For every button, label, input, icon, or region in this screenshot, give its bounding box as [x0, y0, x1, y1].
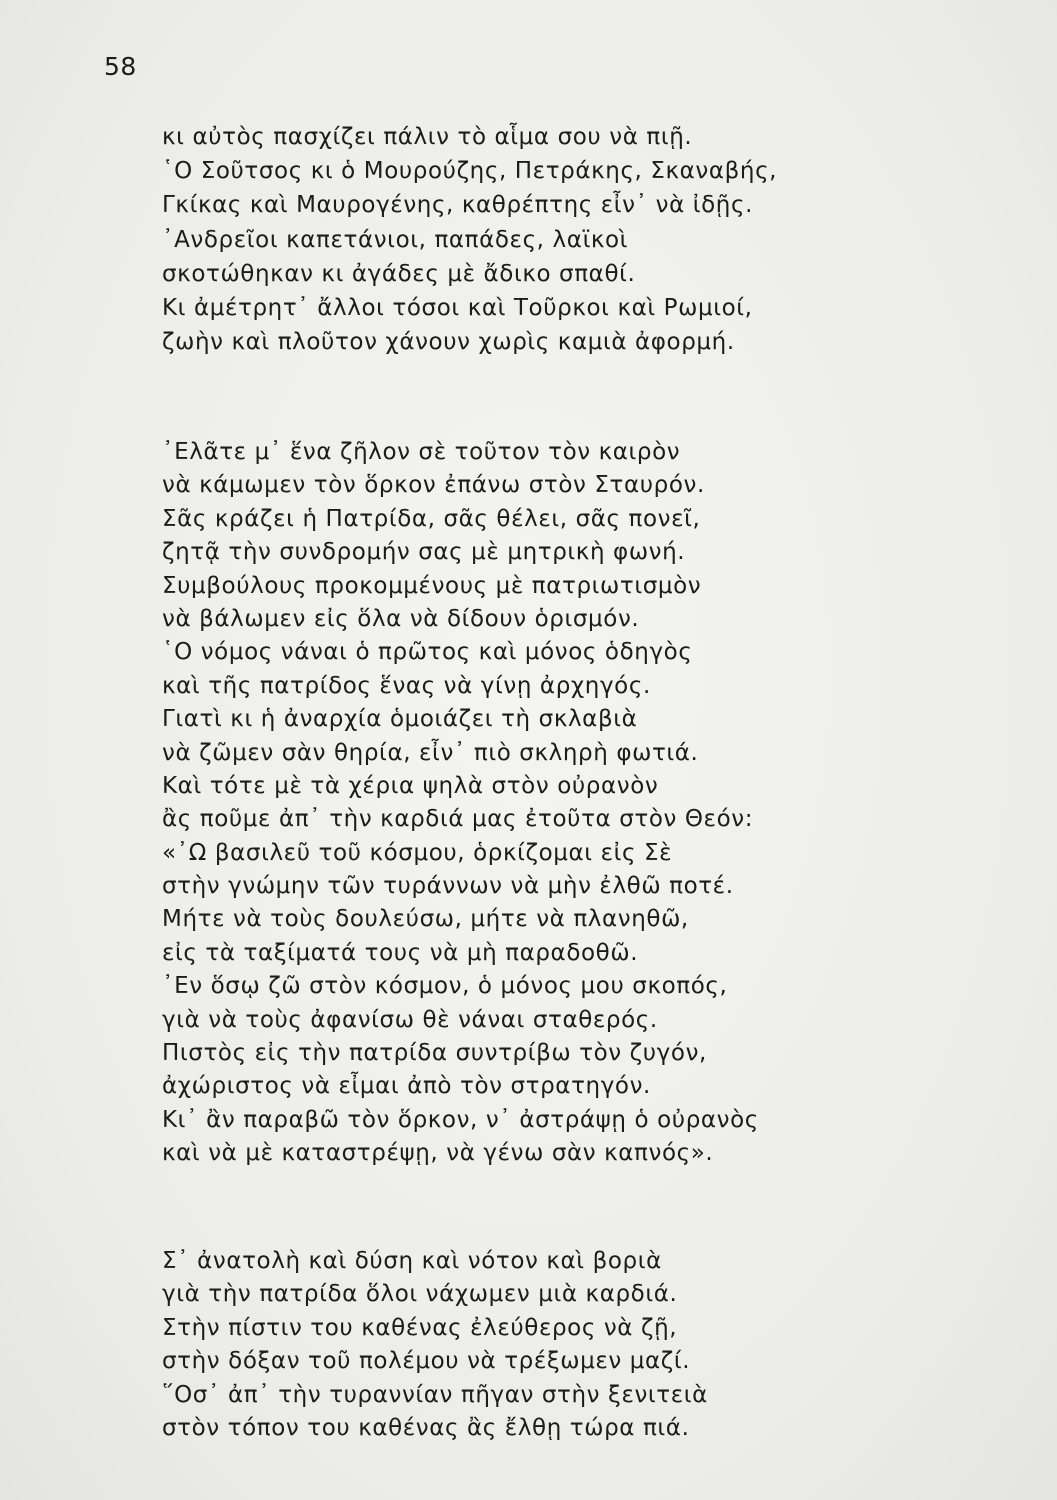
verse-line: Μήτε νὰ τοὺς δουλεύσω, μήτε νὰ πλανηθῶ,: [162, 906, 689, 933]
verse-line: στὸν τόπον του καθένας ἂς ἔλθῃ τώρα πιά.: [162, 1414, 690, 1441]
verse-line: ζητᾷ τὴν συνδρομήν σας μὲ μητρικὴ φωνή.: [162, 539, 686, 566]
verse-line: ἂς ποῦμε ἀπ᾽ τὴν καρδιά μας ἐτοῦτα στὸν Θεόν:: [162, 806, 754, 833]
verse-line: σκοτώθηκαν κι ἀγάδες μὲ ἄδικο σπαθί.: [162, 260, 636, 287]
verse-line: καὶ νὰ μὲ καταστρέψῃ, νὰ γένω σὰν καπνός».: [162, 1140, 714, 1167]
verse-line: Σ᾽ ἀνατολὴ καὶ δύση καὶ νότον καὶ βοριὰ: [162, 1248, 662, 1274]
verse-line: ῾Ο νόμος νάναι ὁ πρῶτος καὶ μόνος ὁδηγὸς: [162, 639, 693, 666]
verse-line: νὰ ζῶμεν σὰν θηρία, εἶν᾽ πιὸ σκληρὴ φωτιά.: [162, 739, 699, 766]
verse-line: «᾽Ω βασιλεῦ τοῦ κόσμου, ὁρκίζομαι εἰς Σὲ: [162, 839, 673, 866]
verse-line: ῾Ο Σοῦτσος κι ὁ Μουρούζης, Πετράκης, Σκαναβής,: [162, 158, 778, 185]
stanza-2: [162, 436, 882, 1171]
verse-line: ἀχώριστος νὰ εἶμαι ἀπὸ τὸν στρατηγόν.: [162, 1073, 651, 1100]
verse-line: γιὰ τὴν πατρίδα ὅλοι νάχωμεν μιὰ καρδιά.: [162, 1281, 678, 1308]
verse-line: ᾽Ανδρεῖοι καπετάνιοι, παπάδες, λαϊκοὶ: [162, 226, 629, 253]
verse-line: κι αὐτὸς πασχίζει πάλιν τὸ αἷμα σου νὰ πιῇ.: [162, 124, 693, 150]
page-number: 58: [104, 52, 137, 81]
stanza-1: [162, 120, 882, 359]
verse-line: νὰ βάλωμεν εἰς ὅλα νὰ δίδουν ὁρισμόν.: [162, 605, 640, 632]
verse-line: στὴν γνώμην τῶν τυράννων νὰ μὴν ἐλθῶ ποτέ.: [162, 873, 734, 900]
verse-line: Πιστὸς εἰς τὴν πατρίδα συντρίβω τὸν ζυγόν,: [162, 1040, 707, 1067]
verse-line: Καὶ τότε μὲ τὰ χέρια ψηλὰ στὸν οὐρανὸν: [162, 772, 659, 799]
verse-line: εἰς τὰ ταξίματά τους νὰ μὴ παραδοθῶ.: [162, 939, 639, 966]
verse-line: νὰ κάμωμεν τὸν ὅρκον ἐπάνω στὸν Σταυρόν.: [162, 472, 705, 499]
verse-line: Γιατὶ κι ἡ ἀναρχία ὁμοιάζει τὴ σκλαβιὰ: [162, 706, 638, 733]
verse-line: ᾽Ελᾶτε μ᾽ ἕνα ζῆλον σὲ τοῦτον τὸν καιρὸν: [162, 439, 681, 465]
verse-line: Στὴν πίστιν του καθένας ἐλεύθερος νὰ ζῇ,: [162, 1314, 678, 1341]
verse-line: γιὰ νὰ τοὺς ἀφανίσω θὲ νάναι σταθερός.: [162, 1006, 658, 1033]
verse-line: Σᾶς κράζει ἡ Πατρίδα, σᾶς θέλει, σᾶς πονεῖ,: [162, 505, 701, 532]
verse-line: ῞Οσ᾽ ἀπ᾽ τὴν τυραννίαν πῆγαν στὴν ξενιτειὰ: [162, 1381, 708, 1408]
verse-line: καὶ τῆς πατρίδος ἕνας νὰ γίνῃ ἀρχηγός.: [162, 672, 651, 699]
verse-line: ζωὴν καὶ πλοῦτον χάνουν χωρὶς καμιὰ ἀφορμή.: [162, 329, 735, 356]
verse-line: Γκίκας καὶ Μαυρογένης, καθρέπτης εἶν᾽ νὰ ἰδῇς.: [162, 192, 753, 219]
verse-line: Συμβούλους προκομμένους μὲ πατριωτισμὸν: [162, 572, 702, 599]
verse-line: Κι ἀμέτρητ᾽ ἄλλοι τόσοι καὶ Τοῦρκοι καὶ Ρωμιοί,: [162, 294, 753, 321]
verse-line: στὴν δόξαν τοῦ πολέμου νὰ τρέξωμεν μαζί.: [162, 1348, 691, 1375]
verse-line: ᾽Εν ὅσῳ ζῶ στὸν κόσμον, ὁ μόνος μου σκοπός,: [162, 973, 728, 1000]
stanza-3: [162, 1245, 882, 1445]
verse-line: Κι᾽ ἂν παραβῶ τὸν ὅρκον, ν᾽ ἀστράψῃ ὁ οὐρανὸς: [162, 1106, 759, 1133]
